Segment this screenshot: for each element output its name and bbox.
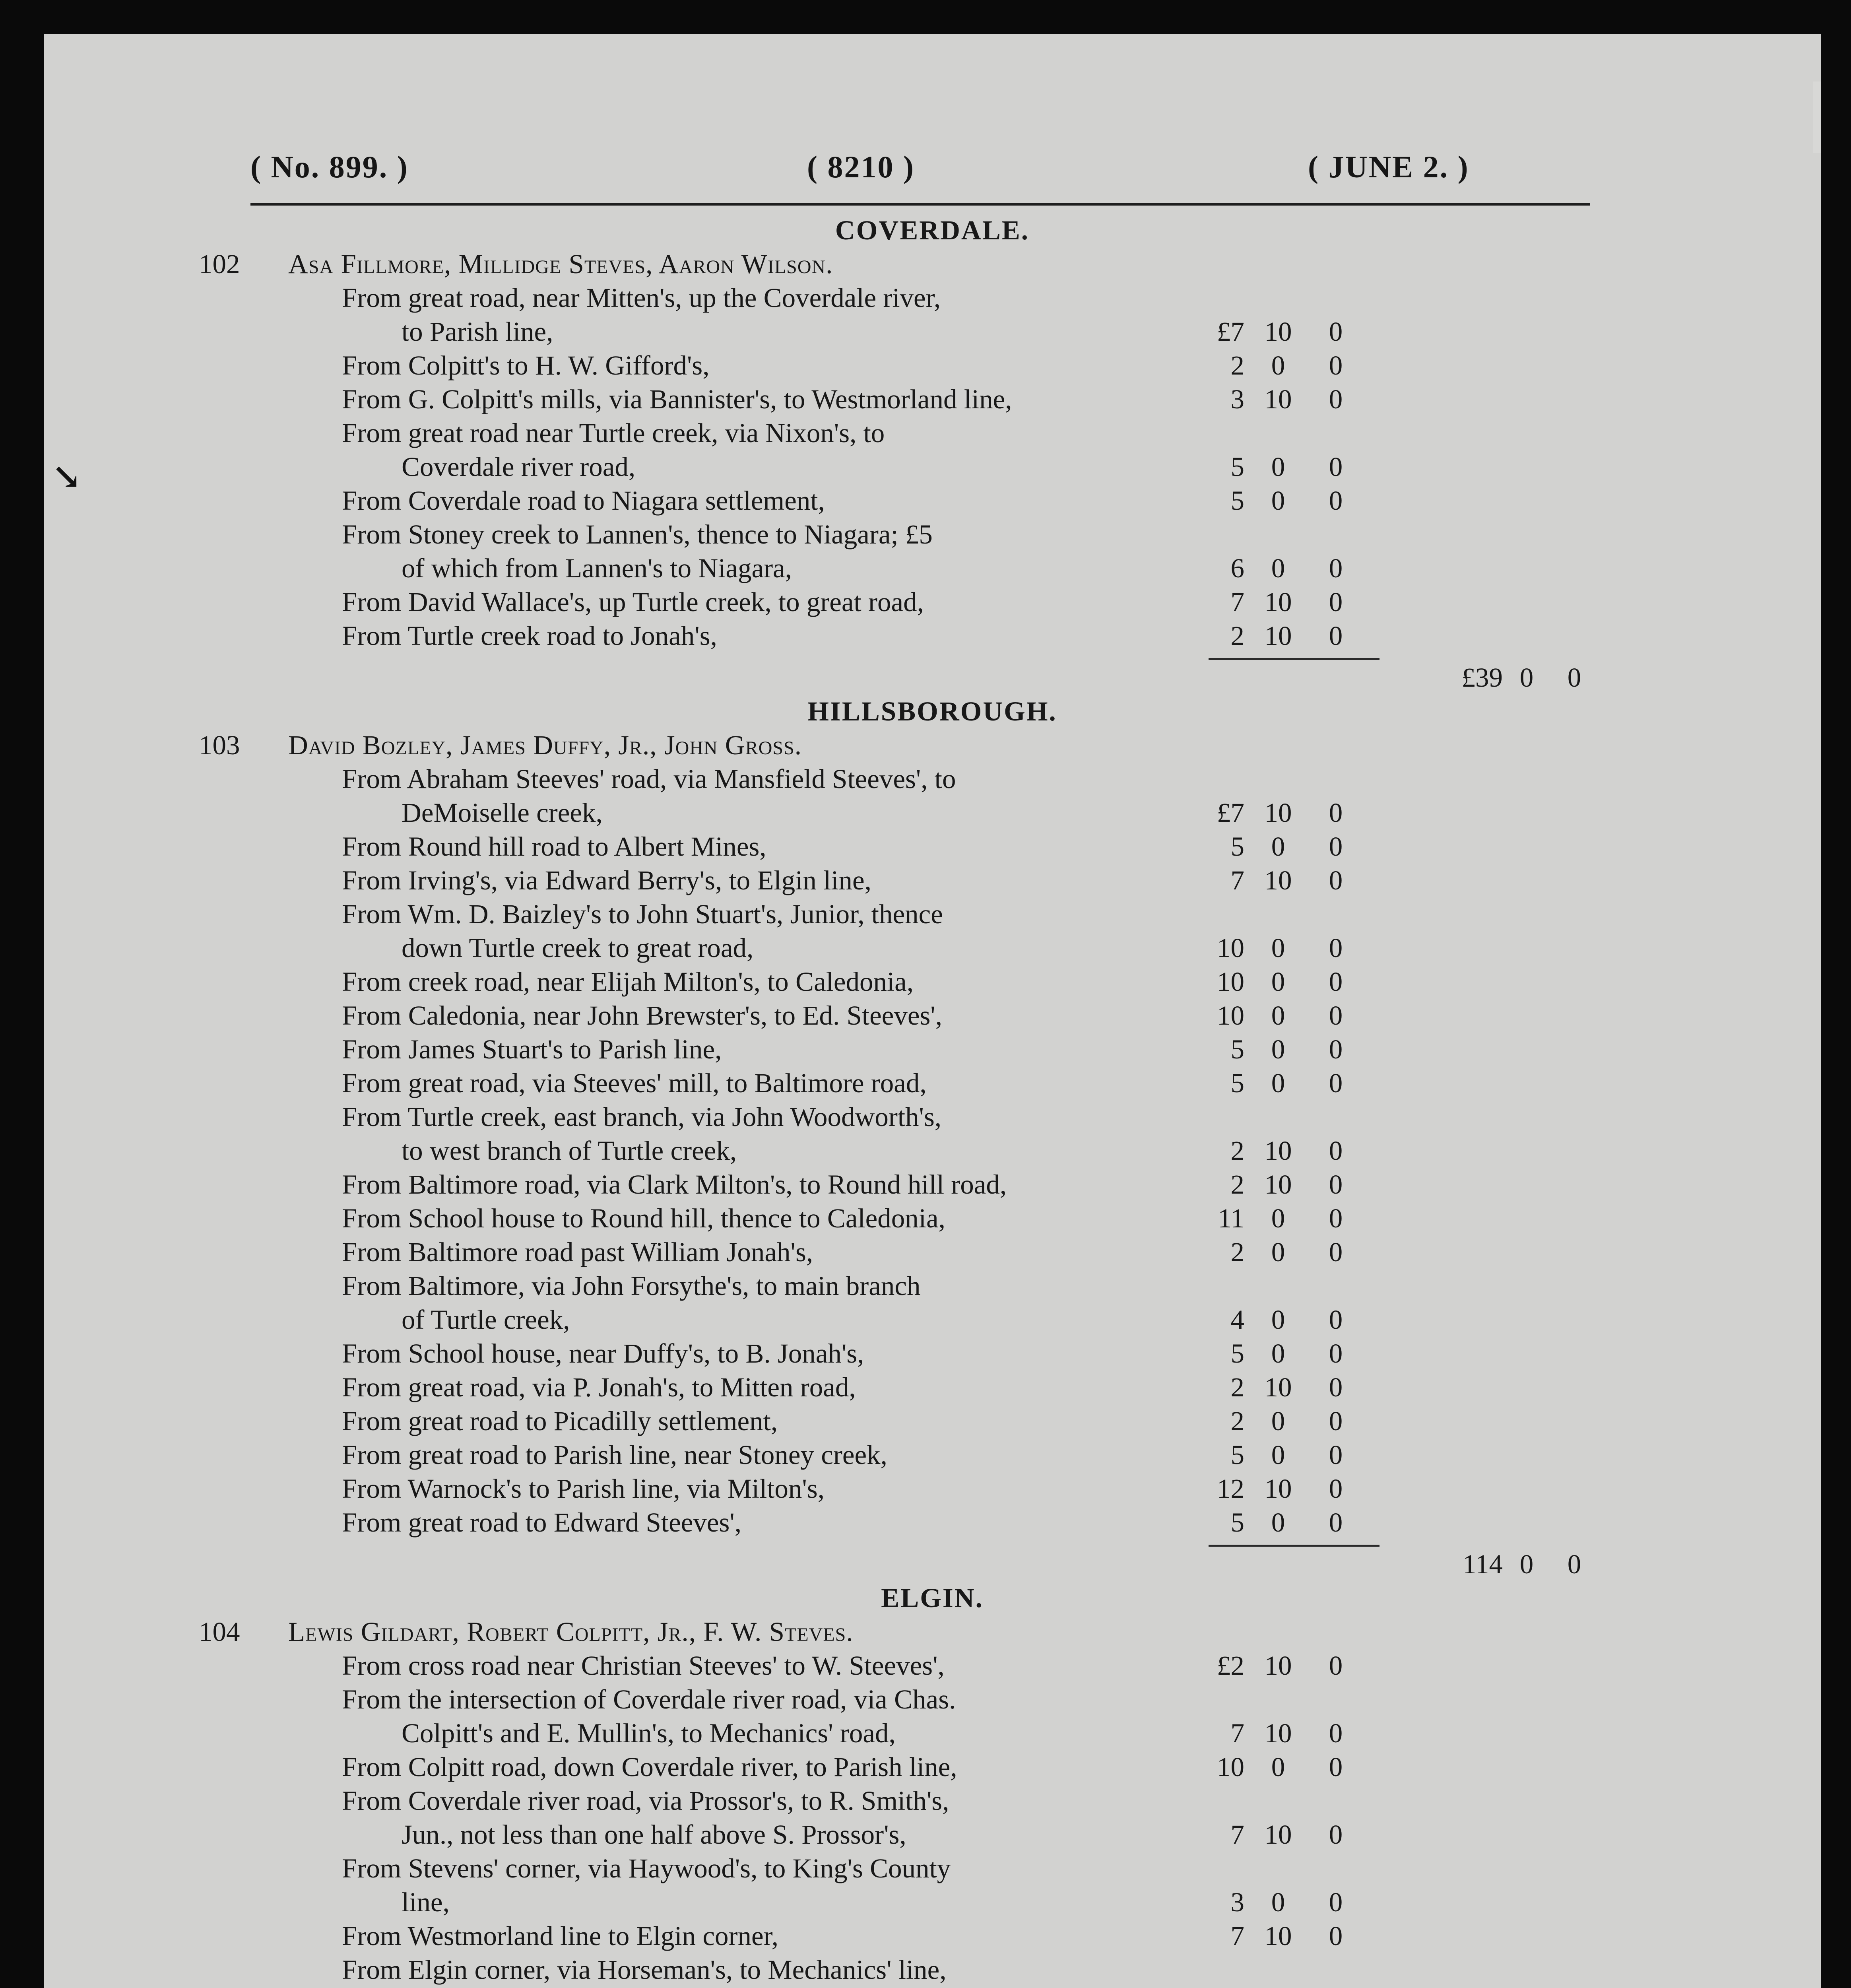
road-description: From Round hill road to Albert Mines, — [342, 831, 766, 862]
ledger-row — [44, 282, 1821, 316]
amount-pounds: 10 — [1217, 967, 1244, 997]
amount-shillings: 10 — [1264, 1650, 1292, 1681]
amount-pounds: 3 — [1230, 384, 1244, 414]
amount-pounds: 5 — [1230, 1338, 1244, 1369]
road-description: From Turtle creek road to Jonah's, — [342, 621, 717, 651]
amount-pounds: 5 — [1230, 1068, 1244, 1098]
ledger-row — [44, 1785, 1821, 1819]
amount-pounds: £7 — [1217, 316, 1244, 347]
road-description: From great road to Edward Steeves', — [342, 1507, 741, 1538]
amount-pence: 0 — [1329, 933, 1343, 963]
ledger-row — [44, 586, 1821, 621]
amount-shillings: 10 — [1264, 621, 1292, 651]
amount-pence: 0 — [1329, 1507, 1343, 1538]
road-description: From Wm. D. Baizley's to John Stuart's, Junior, thence — [342, 899, 943, 929]
amount-pence: 0 — [1329, 1338, 1343, 1369]
road-description: From Turtle creek, east branch, via John Woodworth's, — [342, 1102, 942, 1132]
road-description: From Coverdale road to Niagara settlement, — [342, 485, 825, 516]
amount-pence: 0 — [1329, 865, 1343, 895]
amount-pounds: 7 — [1230, 1718, 1244, 1748]
entry-number: 103 — [199, 730, 240, 760]
ledger-row — [44, 1372, 1821, 1406]
margin-mark: ↘ — [52, 457, 82, 497]
page-edge — [1813, 82, 1821, 153]
ledger-row — [44, 763, 1821, 798]
road-description: DeMoiselle creek, — [402, 798, 603, 828]
road-description: From Irving's, via Edward Berry's, to Elgin line, — [342, 865, 871, 895]
amount-shillings: 10 — [1264, 1372, 1292, 1402]
road-description: From Baltimore, via John Forsythe's, to main branch — [342, 1271, 921, 1301]
section-title: COVERDALE. — [835, 215, 1030, 245]
ledger-row — [44, 519, 1821, 553]
amount-pence: 0 — [1329, 1406, 1343, 1436]
ledger-row — [44, 417, 1821, 452]
amount-shillings: 10 — [1264, 1169, 1292, 1200]
total-pounds: £39 — [1461, 662, 1503, 693]
amount-pence: 0 — [1329, 1474, 1343, 1504]
ledger-row — [44, 932, 1821, 967]
road-description: From Caledonia, near John Brewster's, to Ed. Steeves', — [342, 1000, 942, 1031]
road-description: Coverdale river road, — [402, 452, 636, 482]
amount-pence: 0 — [1329, 485, 1343, 516]
road-description: From Warnock's to Parish line, via Milton's, — [342, 1474, 825, 1504]
ledger-row — [44, 865, 1821, 899]
road-description: From great road to Parish line, near Stoney creek, — [342, 1440, 887, 1470]
road-description: From Baltimore road past William Jonah's, — [342, 1237, 813, 1267]
road-description: From great road near Turtle creek, via Nixon's, to — [342, 418, 885, 448]
road-description: From David Wallace's, up Turtle creek, to great road, — [342, 587, 924, 617]
entry-number: 104 — [199, 1617, 240, 1647]
amount-pounds: 5 — [1230, 831, 1244, 862]
ledger-row — [44, 1718, 1821, 1752]
amount-pounds: 5 — [1230, 485, 1244, 516]
road-description: of Turtle creek, — [402, 1305, 570, 1335]
amount-shillings: 0 — [1271, 1752, 1285, 1782]
ledger-row — [44, 797, 1821, 831]
road-description: From Elgin corner, via Horseman's, to Mechanics' line, — [342, 1955, 947, 1985]
road-description: From great road, via Steeves' mill, to Baltimore road, — [342, 1068, 927, 1098]
amount-pounds: 10 — [1217, 1752, 1244, 1782]
amount-pounds: 2 — [1230, 1237, 1244, 1267]
section-total — [44, 1549, 1821, 1583]
amount-pounds: 12 — [1217, 1474, 1244, 1504]
amount-pounds: 6 — [1230, 553, 1244, 583]
ledger-row — [44, 1034, 1821, 1068]
amount-pounds: 5 — [1230, 1034, 1244, 1064]
document-number: ( No. 899. ) — [250, 149, 409, 184]
commissioner-row — [44, 730, 1821, 764]
ledger-row — [44, 1751, 1821, 1786]
amount-pence: 0 — [1329, 1068, 1343, 1098]
amount-pounds: £7 — [1217, 798, 1244, 828]
amount-shillings: 0 — [1271, 485, 1285, 516]
ledger-row — [44, 1169, 1821, 1203]
ledger-row — [44, 316, 1821, 350]
amount-pounds: 3 — [1230, 1887, 1244, 1917]
section-total — [44, 662, 1821, 696]
amount-pence: 0 — [1329, 1752, 1343, 1782]
amount-pounds: 5 — [1230, 452, 1244, 482]
ledger-row — [44, 1135, 1821, 1169]
amount-pounds: 10 — [1217, 933, 1244, 963]
ledger-row — [44, 1068, 1821, 1102]
ledger-row — [44, 1304, 1821, 1338]
amount-shillings: 0 — [1271, 1305, 1285, 1335]
road-description: From great road, via P. Jonah's, to Mitten road, — [342, 1372, 856, 1402]
section-title — [44, 1582, 1821, 1617]
amount-pence: 0 — [1329, 1203, 1343, 1233]
amount-shillings: 10 — [1264, 865, 1292, 895]
section-title — [44, 215, 1821, 249]
ledger-row — [44, 1819, 1821, 1853]
amount-pence: 0 — [1329, 1169, 1343, 1200]
amount-shillings: 0 — [1271, 1440, 1285, 1470]
document-page — [44, 34, 1821, 1988]
road-description: From School house, near Duffy's, to B. Jonah's, — [342, 1338, 864, 1369]
amount-shillings: 10 — [1264, 587, 1292, 617]
road-description: From Colpitt's to H. W. Gifford's, — [342, 350, 710, 381]
amount-pence: 0 — [1329, 1237, 1343, 1267]
total-rule — [1209, 658, 1380, 660]
amount-shillings: 10 — [1264, 1474, 1292, 1504]
road-description: to Parish line, — [402, 316, 553, 347]
total-rule — [1209, 1545, 1380, 1547]
ledger-row — [44, 485, 1821, 519]
road-description: line, — [402, 1887, 450, 1917]
ledger-row — [44, 350, 1821, 384]
amount-shillings: 0 — [1271, 1338, 1285, 1369]
amount-pence: 0 — [1329, 1000, 1343, 1031]
ledger-row — [44, 1920, 1821, 1955]
amount-pence: 0 — [1329, 452, 1343, 482]
commissioner-row — [44, 1616, 1821, 1650]
amount-shillings: 10 — [1264, 1819, 1292, 1850]
amount-shillings: 0 — [1271, 1203, 1285, 1233]
ledger-row — [44, 1406, 1821, 1440]
road-description: From Stevens' corner, via Haywood's, to King's County — [342, 1853, 951, 1883]
road-description: of which from Lannen's to Niagara, — [402, 553, 792, 583]
ledger-row — [44, 1101, 1821, 1136]
ledger-row — [44, 966, 1821, 1000]
amount-pence: 0 — [1329, 1305, 1343, 1335]
commissioner-row — [44, 248, 1821, 283]
ledger-row — [44, 1203, 1821, 1237]
ledger-row — [44, 1507, 1821, 1541]
amount-pence: 0 — [1329, 553, 1343, 583]
amount-pence: 0 — [1329, 621, 1343, 651]
amount-pence: 0 — [1329, 1718, 1343, 1748]
amount-pence: 0 — [1329, 1819, 1343, 1850]
amount-shillings: 0 — [1271, 1068, 1285, 1098]
amount-pounds: 2 — [1230, 1406, 1244, 1436]
commissioner-names: Asa Fillmore, Millidge Steves, Aaron Wilson. — [288, 249, 833, 279]
road-description: From G. Colpitt's mills, via Bannister's, to Westmorland line, — [342, 384, 1012, 414]
amount-pounds: 10 — [1217, 1000, 1244, 1031]
amount-pounds: 7 — [1230, 1921, 1244, 1951]
amount-pence: 0 — [1329, 798, 1343, 828]
amount-pence: 0 — [1329, 967, 1343, 997]
ledger-row — [44, 1887, 1821, 1921]
road-description: From Stoney creek to Lannen's, thence to Niagara; £5 — [342, 519, 933, 549]
section-title — [44, 696, 1821, 730]
amount-pence: 0 — [1329, 316, 1343, 347]
amount-pence: 0 — [1329, 831, 1343, 862]
amount-shillings: 0 — [1271, 1034, 1285, 1064]
ledger-row — [44, 831, 1821, 865]
amount-shillings: 0 — [1271, 553, 1285, 583]
road-description: From School house to Round hill, thence to Caledonia, — [342, 1203, 945, 1233]
amount-pounds: 2 — [1230, 1372, 1244, 1402]
ledger-row — [44, 384, 1821, 418]
ledger-row — [44, 1650, 1821, 1684]
amount-pounds: 7 — [1230, 865, 1244, 895]
road-description: From Colpitt road, down Coverdale river, to Parish line, — [342, 1752, 957, 1782]
amount-pounds: 2 — [1230, 621, 1244, 651]
amount-pounds: 5 — [1230, 1507, 1244, 1538]
ledger-row — [44, 451, 1821, 485]
total-pence: 0 — [1567, 662, 1581, 693]
road-description: From Coverdale river road, via Prossor's, to R. Smith's, — [342, 1786, 949, 1816]
document-date: ( JUNE 2. ) — [1308, 149, 1469, 184]
ledger-row — [44, 1684, 1821, 1718]
amount-pounds: 2 — [1230, 1136, 1244, 1166]
amount-shillings: 0 — [1271, 452, 1285, 482]
amount-shillings: 0 — [1271, 1000, 1285, 1031]
commissioner-names: Lewis Gildart, Robert Colpitt, Jr., F. W. Steves. — [288, 1617, 854, 1647]
section-title: HILLSBOROUGH. — [807, 696, 1057, 726]
amount-shillings: 0 — [1271, 1237, 1285, 1267]
road-description: From Westmorland line to Elgin corner, — [342, 1921, 779, 1951]
amount-pence: 0 — [1329, 1372, 1343, 1402]
amount-pence: 0 — [1329, 1440, 1343, 1470]
ledger-row — [44, 1853, 1821, 1887]
amount-shillings: 0 — [1271, 831, 1285, 862]
road-description: Colpitt's and E. Mullin's, to Mechanics' road, — [402, 1718, 896, 1748]
road-description: From James Stuart's to Parish line, — [342, 1034, 722, 1064]
ledger-row — [44, 1954, 1821, 1988]
road-description: From great road to Picadilly settlement, — [342, 1406, 778, 1436]
ledger-row — [44, 1270, 1821, 1305]
amount-shillings: 0 — [1271, 967, 1285, 997]
amount-shillings: 0 — [1271, 1507, 1285, 1538]
amount-shillings: 0 — [1271, 1887, 1285, 1917]
road-description: to west branch of Turtle creek, — [402, 1136, 737, 1166]
amount-pounds: 11 — [1218, 1203, 1244, 1233]
amount-shillings: 10 — [1264, 1718, 1292, 1748]
entry-number: 102 — [199, 249, 240, 279]
road-description: From the intersection of Coverdale river road, via Chas. — [342, 1684, 956, 1714]
amount-shillings: 10 — [1264, 384, 1292, 414]
amount-pounds: 7 — [1230, 1819, 1244, 1850]
amount-pounds: 2 — [1230, 350, 1244, 381]
page-number: ( 8210 ) — [807, 149, 915, 184]
road-description: From creek road, near Elijah Milton's, to Caledonia, — [342, 967, 914, 997]
amount-shillings: 0 — [1271, 350, 1285, 381]
amount-shillings: 0 — [1271, 933, 1285, 963]
amount-shillings: 10 — [1264, 316, 1292, 347]
total-shillings: 0 — [1519, 662, 1534, 693]
amount-pence: 0 — [1329, 1921, 1343, 1951]
commissioner-names: David Bozley, James Duffy, Jr., John Gross. — [288, 730, 802, 760]
total-pence: 0 — [1567, 1549, 1581, 1579]
road-description: Jun., not less than one half above S. Prossor's, — [402, 1819, 906, 1850]
ledger-row — [44, 553, 1821, 587]
amount-pence: 0 — [1329, 384, 1343, 414]
amount-shillings: 10 — [1264, 798, 1292, 828]
ledger-row — [44, 899, 1821, 933]
amount-pounds: 2 — [1230, 1169, 1244, 1200]
amount-pence: 0 — [1329, 1136, 1343, 1166]
road-description: From Baltimore road, via Clark Milton's, to Round hill road, — [342, 1169, 1007, 1200]
amount-shillings: 10 — [1264, 1136, 1292, 1166]
ledger-row — [44, 1338, 1821, 1372]
total-shillings: 0 — [1519, 1549, 1534, 1579]
amount-pence: 0 — [1329, 1650, 1343, 1681]
road-description: down Turtle creek to great road, — [402, 933, 754, 963]
amount-pence: 0 — [1329, 587, 1343, 617]
road-description: From cross road near Christian Steeves' to W. Steeves', — [342, 1650, 945, 1681]
ledger-row — [44, 1237, 1821, 1271]
header-rule — [250, 203, 1590, 206]
amount-shillings: 10 — [1264, 1921, 1292, 1951]
total-pounds: 114 — [1463, 1549, 1503, 1579]
ledger-row — [44, 1000, 1821, 1034]
section-title: ELGIN. — [881, 1583, 984, 1613]
road-description: From Abraham Steeves' road, via Mansfield Steeves', to — [342, 764, 956, 794]
ledger-row — [44, 620, 1821, 654]
road-description: From great road, near Mitten's, up the Coverdale river, — [342, 283, 941, 313]
amount-pounds: 4 — [1230, 1305, 1244, 1335]
ledger-row — [44, 1439, 1821, 1474]
ledger-row — [44, 1473, 1821, 1507]
amount-pence: 0 — [1329, 350, 1343, 381]
amount-pence: 0 — [1329, 1034, 1343, 1064]
amount-pence: 0 — [1329, 1887, 1343, 1917]
amount-shillings: 0 — [1271, 1406, 1285, 1436]
amount-pounds: 5 — [1230, 1440, 1244, 1470]
amount-pounds: £2 — [1217, 1650, 1244, 1681]
amount-pounds: 7 — [1230, 587, 1244, 617]
